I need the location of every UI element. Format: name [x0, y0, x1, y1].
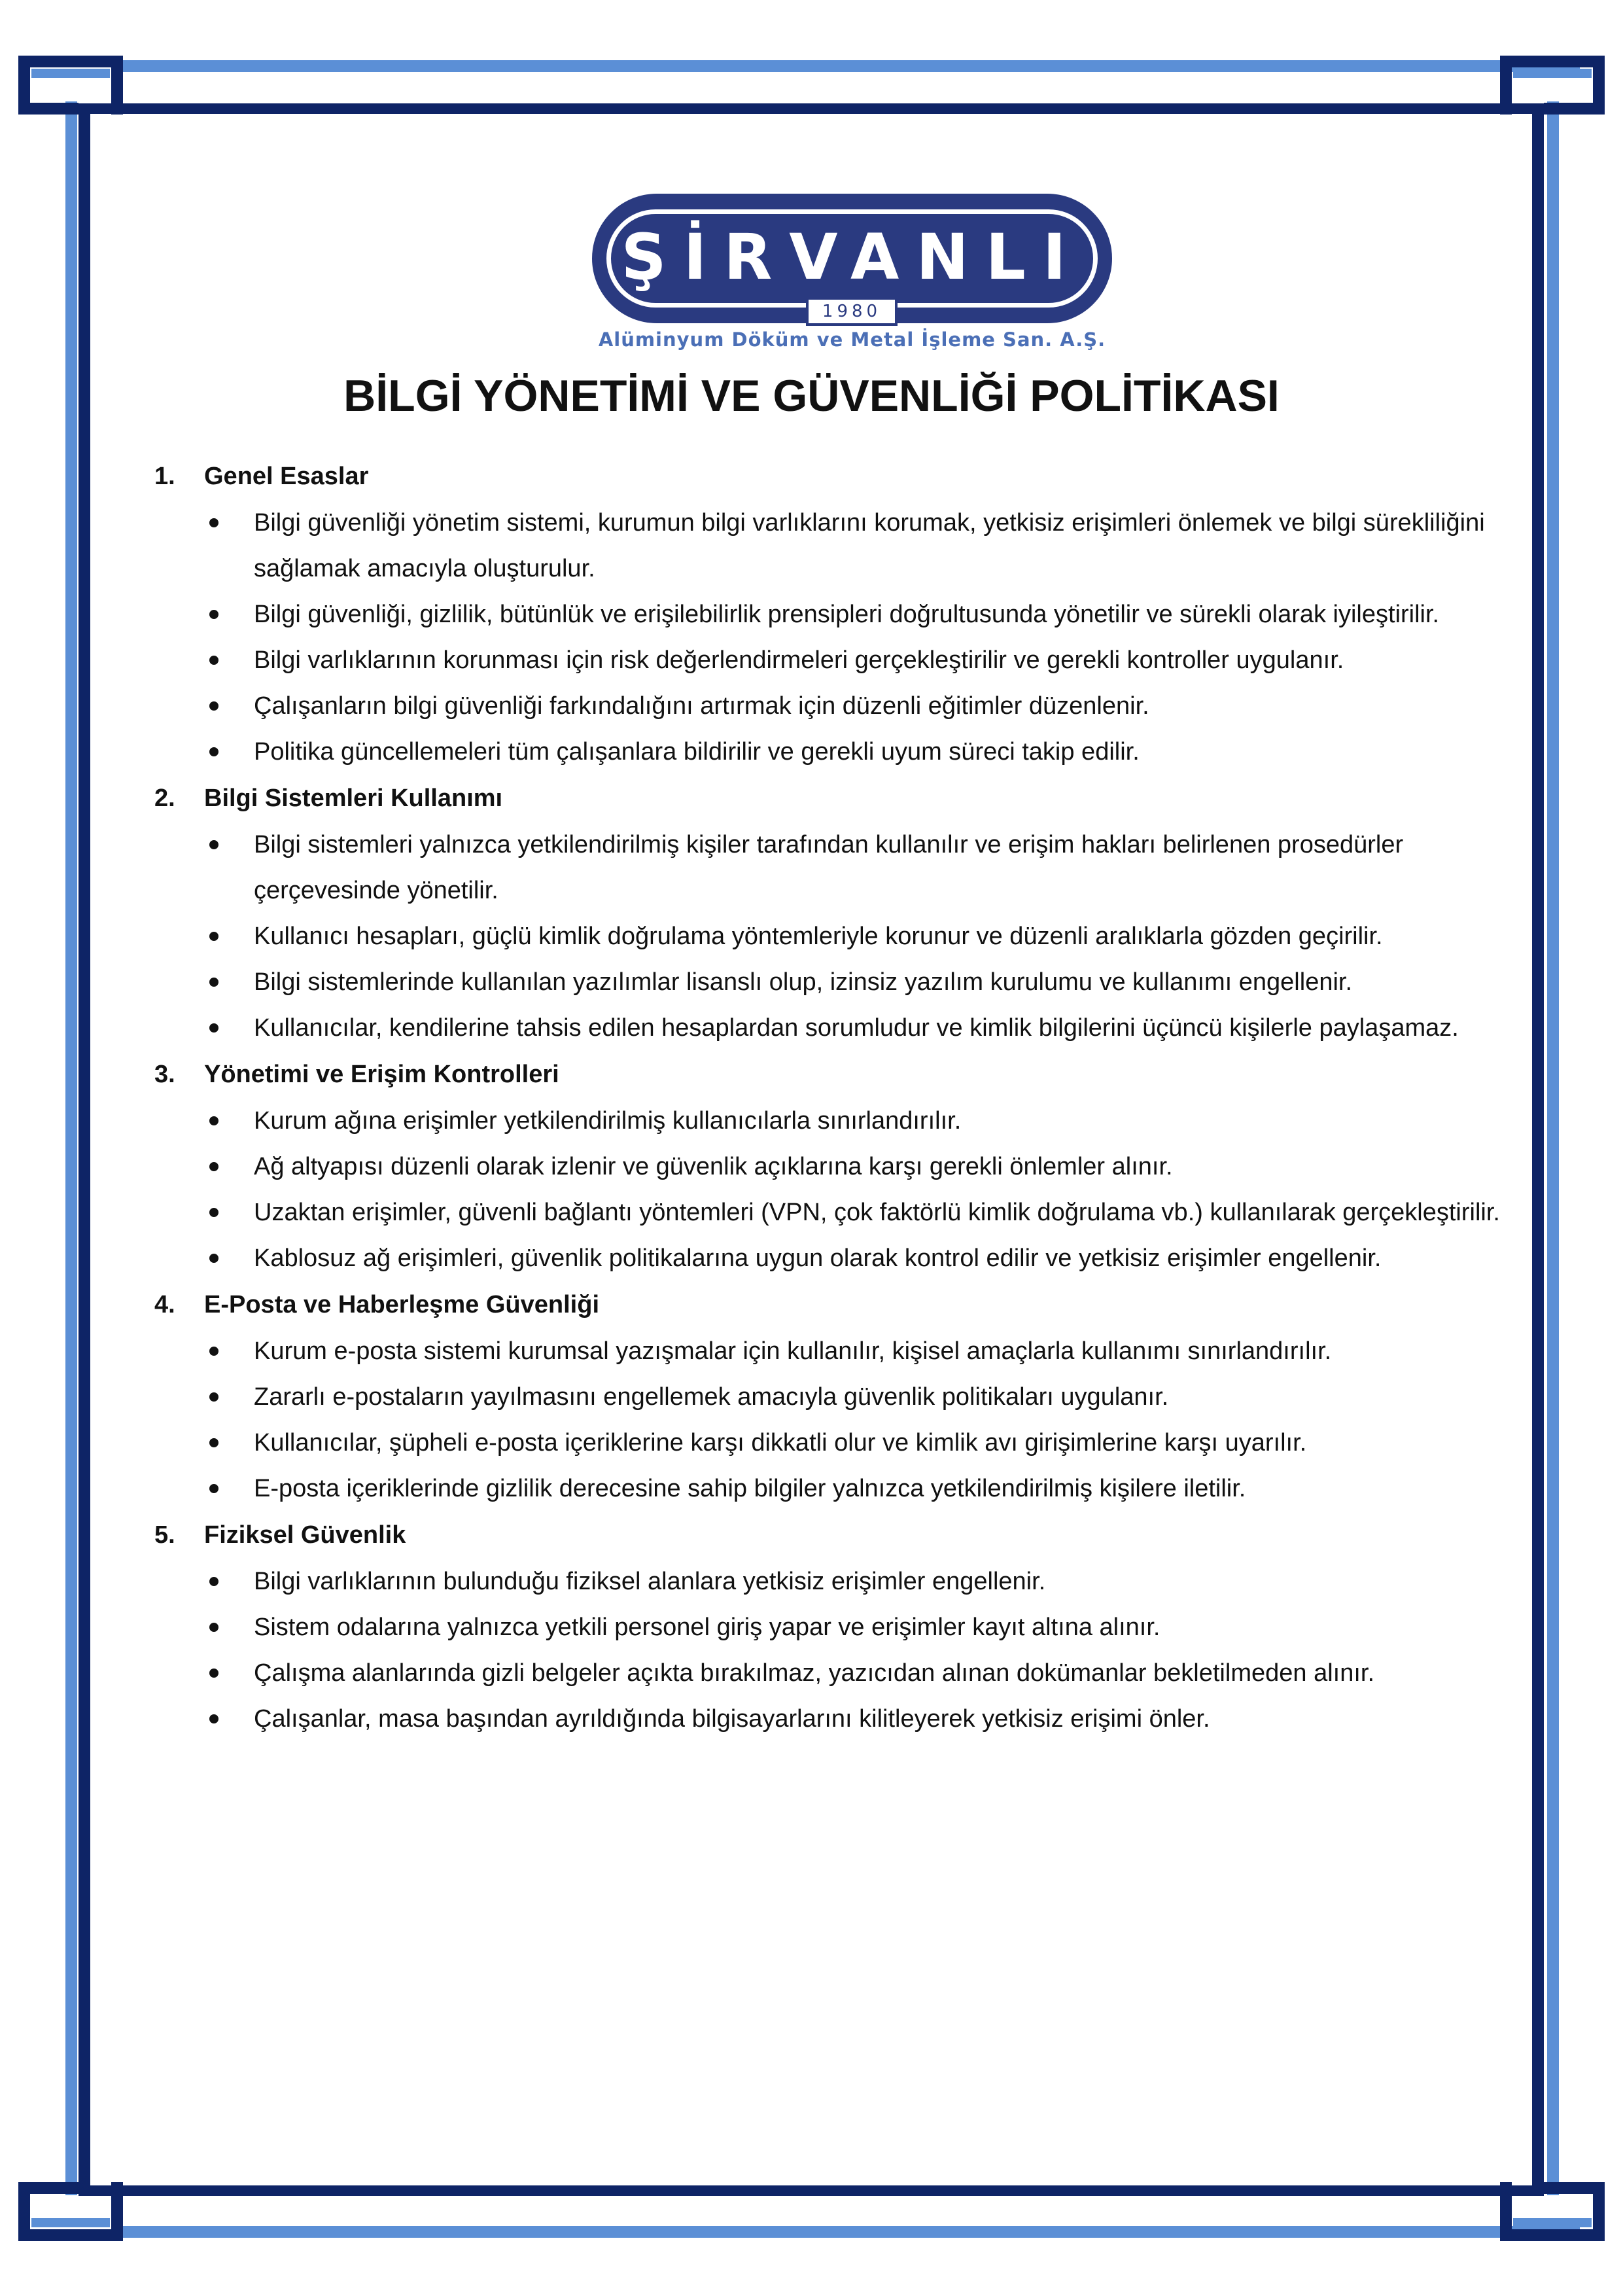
bullet-dot-icon	[209, 1023, 218, 1033]
bullet-list	[154, 500, 1522, 775]
policy-section	[154, 775, 1522, 1051]
corner-bl-h3	[31, 2218, 110, 2227]
bullet-item: Zararlı e-postaların yayılmasını engellemek amacıyla güvenlik politikaları uygulanır.	[154, 1374, 1522, 1420]
section-title: Fiziksel Güvenlik	[204, 1521, 406, 1549]
bullet-dot-icon	[209, 1208, 218, 1217]
bullet-list	[154, 822, 1522, 1051]
section-number: 5.	[154, 1521, 175, 1549]
corner-br-h2	[1544, 2182, 1605, 2194]
bullet-dot-icon	[209, 1116, 218, 1125]
section-title: Bilgi Sistemleri Kullanımı	[204, 785, 503, 812]
bullet-item: Sistem odalarına yalnızca yetkili personel giriş yapar ve erişimler kayıt altına alınır.	[154, 1604, 1522, 1650]
bullet-item: Politika güncellemeleri tüm çalışanlara bildirilir ve gerekli uyum süreci takip edilir.	[154, 729, 1522, 775]
bullet-dot-icon	[209, 656, 218, 665]
section-number: 3.	[154, 1061, 175, 1088]
section-number: 4.	[154, 1291, 175, 1318]
corner-bl-h2	[18, 2182, 79, 2194]
corner-tl-h1	[18, 56, 123, 67]
bullet-item: Uzaktan erişimler, güvenli bağlantı yöntemleri (VPN, çok faktörlü kimlik doğrulama vb.) kullanılarak gerçekleştirilir.	[154, 1190, 1522, 1235]
bullet-list	[154, 1328, 1522, 1511]
logo-company-name: ŞİRVANLI	[621, 221, 1083, 294]
bullet-dot-icon	[209, 1347, 218, 1356]
policy-section	[154, 453, 1522, 775]
section-heading	[154, 1051, 1522, 1098]
bullet-dot-icon	[209, 1438, 218, 1447]
bullet-item: Bilgi varlıklarının bulunduğu fiziksel alanlara yetkisiz erişimler engellenir.	[154, 1559, 1522, 1604]
bullet-item: Çalışma alanlarında gizli belgeler açıkta bırakılmaz, yazıcıdan alınan dokümanlar bekletilmeden alınır.	[154, 1650, 1522, 1696]
bullet-dot-icon	[209, 1254, 218, 1263]
policy-section	[154, 1051, 1522, 1281]
corner-tl-h3	[31, 69, 110, 78]
bullet-item: Kullanıcılar, kendilerine tahsis edilen hesaplardan sorumludur ve kimlik bilgilerini üçüncü kişilerle paylaşamaz.	[154, 1005, 1522, 1051]
bullet-dot-icon	[209, 1623, 218, 1632]
bullet-dot-icon	[209, 518, 218, 527]
corner-br-h1	[1500, 2229, 1605, 2241]
policy-section	[154, 1511, 1522, 1742]
corner-tl-v2	[111, 56, 123, 115]
bullet-dot-icon	[209, 1669, 218, 1678]
bullet-dot-icon	[209, 1714, 218, 1723]
corner-tr-v2	[1500, 56, 1512, 115]
frame-outer-top	[111, 60, 1580, 72]
corner-br-h3	[1513, 2218, 1592, 2227]
corner-bl-h1	[18, 2229, 123, 2241]
bullet-item: Bilgi varlıklarının korunması için risk değerlendirmeleri gerçekleştirilir ve gerekli kontroller uygulanır.	[154, 637, 1522, 683]
bullet-item: Ağ altyapısı düzenli olarak izlenir ve güvenlik açıklarına karşı gerekli önlemler alınır.	[154, 1144, 1522, 1190]
bullet-dot-icon	[209, 701, 218, 711]
bullet-dot-icon	[209, 747, 218, 756]
bullet-item: Bilgi güvenliği, gizlilik, bütünlük ve erişilebilirlik prensipleri doğrultusunda yönetilir ve sürekli olarak iyileştirilir.	[154, 592, 1522, 637]
bullet-dot-icon	[209, 1392, 218, 1402]
bullet-item: Bilgi sistemlerinde kullanılan yazılımlar lisanslı olup, izinsiz yazılım kurulumu ve kullanımı engellenir.	[154, 959, 1522, 1005]
bullet-item: E-posta içeriklerinde gizlilik derecesine sahip bilgiler yalnızca yetkilendirilmiş kişilere iletilir.	[154, 1466, 1522, 1511]
section-title: Genel Esaslar	[204, 463, 369, 490]
section-number: 2.	[154, 785, 175, 812]
frame-outer-bottom	[111, 2226, 1580, 2238]
bullet-item: Bilgi güvenliği yönetim sistemi, kurumun bilgi varlıklarını korumak, yetkisiz erişimleri önlemek ve bilgi sürekliliğini sağlamak amacıyla oluşturulur.	[154, 500, 1522, 592]
policy-section	[154, 1281, 1522, 1511]
corner-tl-h2	[18, 103, 79, 115]
logo-subtitle: Alüminyum Döküm ve Metal İşleme San. A.Ş.	[598, 328, 1106, 351]
bullet-dot-icon	[209, 1162, 218, 1171]
bullet-item: Kullanıcılar, şüpheli e-posta içeriklerine karşı dikkatli olur ve kimlik avı girişimlerine karşı uyarılır.	[154, 1420, 1522, 1466]
section-title: Yönetimi ve Erişim Kontrolleri	[204, 1061, 559, 1088]
corner-tr-h3	[1513, 69, 1592, 78]
section-title: E-Posta ve Haberleşme Güvenliği	[204, 1291, 600, 1318]
frame-inner-top	[79, 103, 1544, 114]
bullet-dot-icon	[209, 978, 218, 987]
bullet-dot-icon	[209, 1577, 218, 1586]
bullet-list	[154, 1559, 1522, 1742]
frame-inner-bottom	[79, 2185, 1544, 2196]
logo-year: 1980	[822, 302, 882, 321]
bullet-item: Çalışanların bilgi güvenliği farkındalığını artırmak için düzenli eğitimler düzenlenir.	[154, 683, 1522, 729]
company-logo	[592, 194, 1112, 357]
bullet-item: Kurum e-posta sistemi kurumsal yazışmalar için kullanılır, kişisel amaçlarla kullanımı sınırlandırılır.	[154, 1328, 1522, 1374]
bullet-item: Kurum ağına erişimler yetkilendirilmiş kullanıcılarla sınırlandırılır.	[154, 1098, 1522, 1144]
corner-bl-v2	[111, 2182, 123, 2241]
bullet-item: Bilgi sistemleri yalnızca yetkilendirilmiş kişiler tarafından kullanılır ve erişim hakları belirlenen prosedürler çerçevesinde yönetilir.	[154, 822, 1522, 913]
section-heading	[154, 1511, 1522, 1559]
section-heading	[154, 775, 1522, 822]
corner-br-v2	[1500, 2182, 1512, 2241]
section-heading	[154, 453, 1522, 500]
bullet-dot-icon	[209, 840, 218, 849]
section-heading	[154, 1281, 1522, 1328]
bullet-dot-icon	[209, 1484, 218, 1493]
bullet-dot-icon	[209, 932, 218, 941]
bullet-list	[154, 1098, 1522, 1281]
corner-tr-h1	[1500, 56, 1605, 67]
bullet-item: Çalışanlar, masa başından ayrıldığında bilgisayarlarını kilitleyerek yetkisiz erişimi önler.	[154, 1696, 1522, 1742]
corner-tr-h2	[1544, 103, 1605, 115]
bullet-item: Kullanıcı hesapları, güçlü kimlik doğrulama yöntemleriyle korunur ve düzenli aralıklarla gözden geçirilir.	[154, 913, 1522, 959]
document-title: BİLGİ YÖNETİMİ VE GÜVENLİĞİ POLİTİKASI	[343, 371, 1280, 421]
policy-content	[154, 453, 1522, 1742]
bullet-item: Kablosuz ağ erişimleri, güvenlik politikalarına uygun olarak kontrol edilir ve yetkisiz erişimler engellenir.	[154, 1235, 1522, 1281]
bullet-dot-icon	[209, 610, 218, 619]
section-number: 1.	[154, 463, 175, 490]
